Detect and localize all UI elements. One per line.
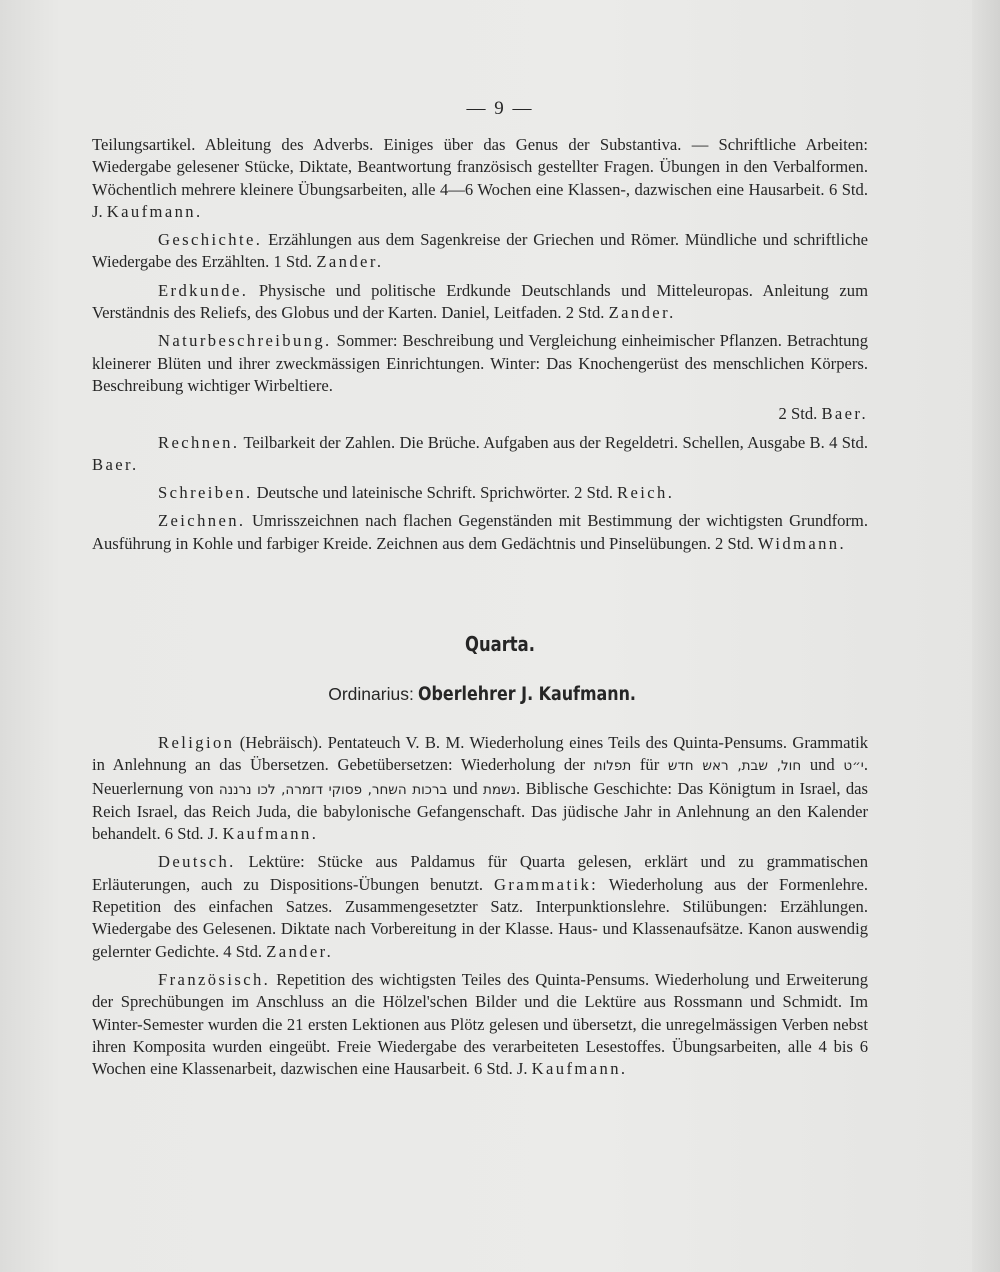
quinta-continued-section [92,134,868,561]
franzoesisch-paragraph: Französisch. Repetition des wichtigsten Teiles des Quinta-Pensums. Wiederholung und Erweiterung der Sprechübungen im Anschluss an die Hölzel'schen Bilder und die Lektüre aus Rossmann und Schmidt. Im Winter-Semester wurden die 21 ersten Lektionen aus Plötz gelesen und übersetzt, die unregelmässigen Verben nebst ihren Komposita wurden eingeübt. Freie Wiedergabe des verarbeiteten Lesestoffes. Übungsarbeiten, alle 4 bis 6 Wochen eine Klassenarbeit, dazwischen eine Hausarbeit. 6 Std. J. Kaufmann. [92,969,868,1079]
subject-heading: Deutsch. [158,852,236,872]
teacher-name: Reich. [617,483,675,503]
teacher-name: Zander. [266,941,334,961]
subject-heading: Erdkunde. [158,280,249,300]
religion-paragraph: Religion (Hebräisch). Pentateuch V. B. M. Wiederholung eines Teils des Quinta-Pensums. Grammatik in Anlehnung an das Übersetzen. Gebetübersetzen: Wiederholung der תפלות für חול, שבת, ראש חדש und י״ט. Neuerlernung von ברכות השחר, פסוקי דזמרה, לכו נרננה und נשמת. Biblische Geschichte: Das Königtum in Israel, das Reich Israel, das Reich Juda, die babylonische Gefangenschaft. Das jüdische Jahr in Anlehnung an den Kalender behandelt. 6 Std. J. Kaufmann. [92,733,869,844]
subject-heading: Rechnen. [158,432,240,452]
subject-heading: Französisch. [158,969,271,989]
ordinarius-name: Oberlehrer J. Kaufmann. [418,684,637,705]
hebrew-text: י״ט [843,758,864,775]
page-edge-shadow [972,0,1000,1272]
rechnen-paragraph: Rechnen. Teilbarkeit der Zahlen. Die Brüche. Aufgaben aus der Regeldetri. Schellen, Ausgabe B. 4 Std. Baer. [92,432,868,474]
erdkunde-paragraph: Erdkunde. Physische und politische Erdkunde Deutschlands und Mitteleuropas. Anleitung zum Verständnis des Reliefs, des Globus und der Karten. Daniel, Leitfaden. 2 Std. Zander. [92,280,868,323]
naturbeschreibung-hours-line: 2 Std. Baer. [778,404,868,424]
teacher-name: Kaufmann. [531,1059,628,1079]
subsection-heading: Grammatik: [493,874,599,894]
teacher-name: Baer. [821,404,868,424]
quarta-section [92,732,868,1086]
subject-heading: Schreiben. [158,483,253,503]
hebrew-text: נשמת [483,781,517,798]
geschichte-paragraph: Geschichte. Erzählungen aus dem Sagenkreise der Griechen und Römer. Mündliche und schriftliche Wiedergabe des Erzählten. 1 Std. Zander. [92,230,869,272]
subject-heading: Geschichte. [158,230,263,250]
teacher-name: Zander. [316,252,384,272]
hebrew-text: חול, שבת, ראש חדש [667,758,802,775]
deutsch-paragraph: Deutsch. Lektüre: Stücke aus Paldamus für Quarta gelesen, erklärt und zu grammatischen Erläuterungen, auch zu Dispositions-Übungen benutzt. Grammatik: Wiederholung aus der Formenlehre. Repetition des einfachen Satzes. Zusammengesetzter Satz. Interpunktionslehre. Stilübungen: Erzählungen. Wiedergabe des Gelesenen. Diktate nach Vorbereitung in der Klasse. Haus- und Klassenaufsätze. Kanon auswendig gelernter Gedichte. 4 Std. Zander. [92,852,869,961]
teacher-name: Zander. [608,303,676,323]
teacher-name: Kaufmann. [106,201,203,221]
teacher-name: Widmann. [757,533,847,553]
naturbeschreibung-paragraph: Naturbeschreibung. Sommer: Beschreibung und Vergleichung einheimischer Pflanzen. Betrachtung kleinerer Blüten und ihrer zweckmässigen Einrichtungen. Winter: Das Knochengerüst des menschlichen Körpers. Beschreibung wichtiger Wirbeltiere. [92,331,868,395]
subject-heading: Religion [158,733,235,752]
franzoesisch-continued-paragraph: Teilungsartikel. Ableitung des Adverbs. Einiges über das Genus der Substantiva. — Schriftliche Arbeiten: Wiedergabe gelesener Stücke, Diktate, Beantwortung französisch gestellter Fragen. Übungen in den Verbalformen. Wöchentlich mehrere kleinere Übungsarbeiten, alle 4—6 Wochen eine Klassen-, dazwischen eine Hausarbeit. 6 Std. J. Kaufmann. [92,135,868,221]
teacher-name: Baer. [92,454,139,474]
ordinarius-label: Ordinarius: [328,684,414,704]
subject-heading: Zeichnen. [158,511,246,531]
ordinarius-line [0,684,1000,705]
hebrew-text: ברכות השחר, פסוקי דזמרה, לכו נרננה [218,781,448,798]
zeichnen-paragraph: Zeichnen. Umrisszeichnen nach flachen Gegenständen mit Bestimmung der wichtigsten Grundform. Ausführung in Kohle und farbiger Kreide. Zeichnen aus dem Gedächtnis und Pinselübungen. 2 Std. Widmann. [92,511,868,553]
schreiben-paragraph: Schreiben. Deutsche und lateinische Schrift. Sprichwörter. 2 Std. Reich. [158,483,675,503]
page-number: — 9 — [466,98,534,119]
section-title-quarta: Quarta. [465,632,535,656]
teacher-name: Kaufmann. [222,824,319,844]
subject-heading: Naturbeschreibung. [158,331,332,351]
hebrew-text: תפלות [593,758,632,775]
